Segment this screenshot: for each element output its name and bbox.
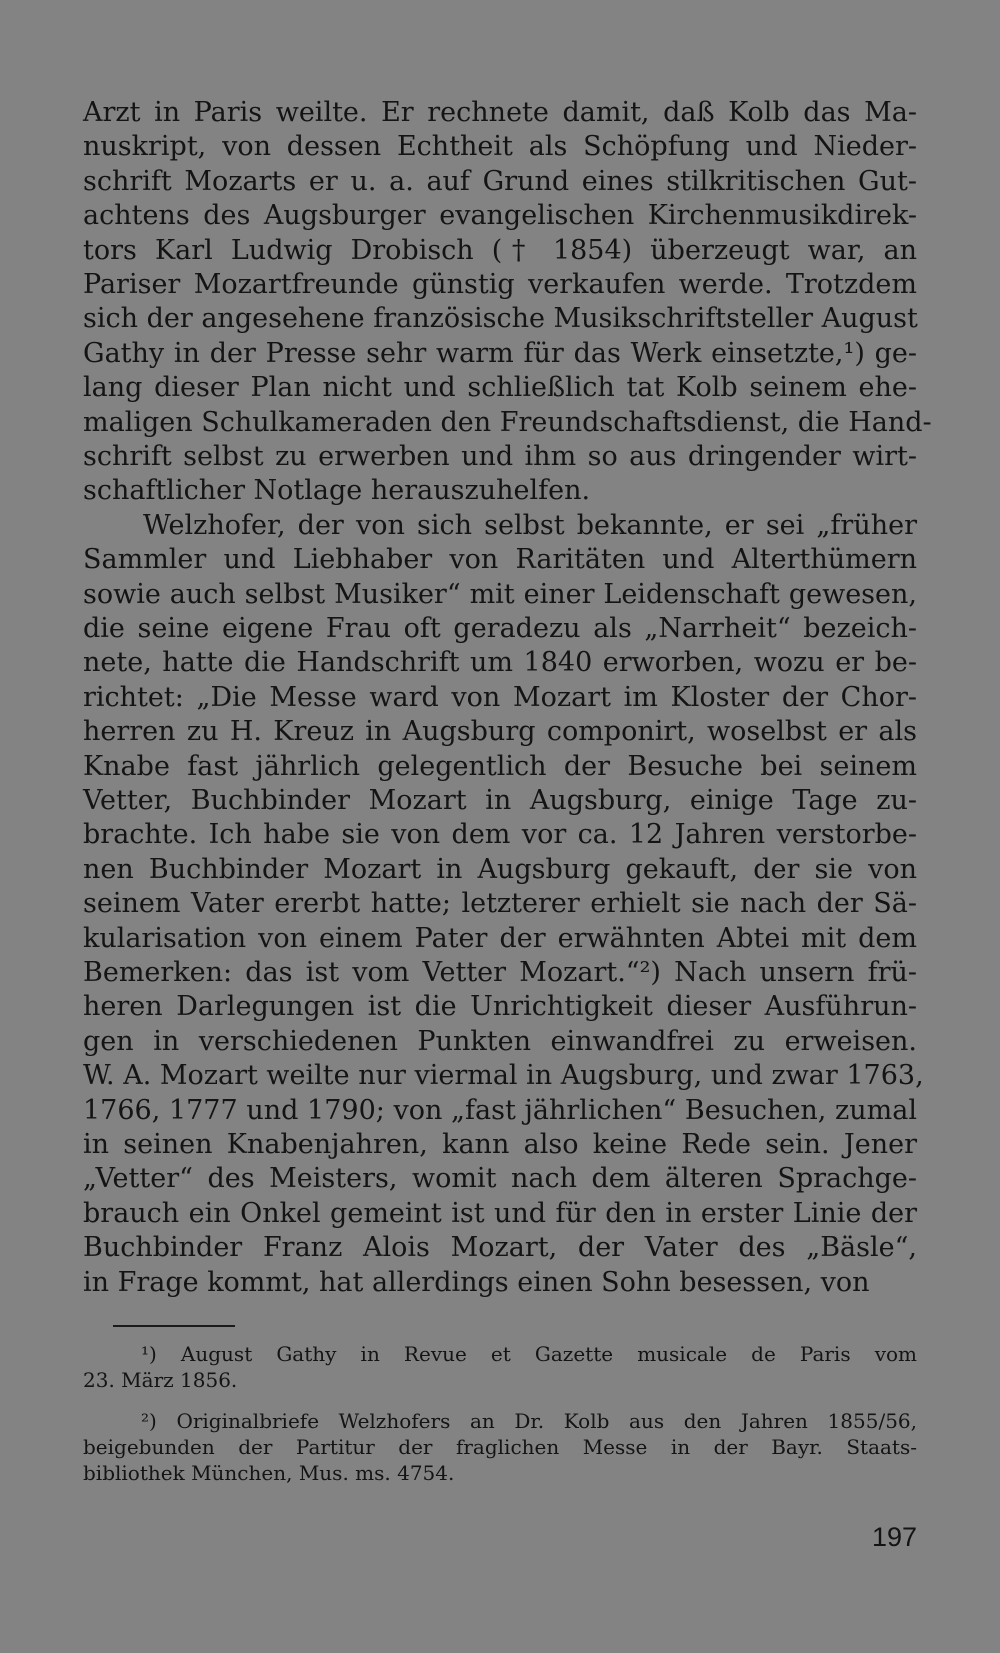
text-line: maligen Schulkameraden den Freundschaftsdienst, die Hand- [83,406,932,438]
footnote-line: ²) Originalbriefe Welzhofers an Dr. Kolb aus den Jahren 1855/56, [141,1409,917,1433]
text-line: brachte. Ich habe sie von dem vor ca. 12 Jahren verstorbe- [83,819,917,851]
text-line: achtens des Augsburger evangelischen Kirchenmusikdirek- [83,200,917,232]
text-line: in seinen Knabenjahren, kann also keine Rede sein. Jener [83,1129,917,1160]
text-line: brauch ein Onkel gemeint ist und für den in erster Linie der [83,1197,917,1229]
footnote-line: ¹) August Gathy in Revue et Gazette musicale de Paris vom [141,1342,917,1366]
text-line: Sammler und Liebhaber von Raritäten und Alterthümern [83,544,917,576]
footnote-line: beigebunden der Partitur der fraglichen Messe in der Bayr. Staats- [83,1435,917,1459]
footnote-separator [113,1325,235,1327]
text-line: schaftlicher Notlage herauszuhelfen. [83,475,591,507]
text-line: in Frage kommt, hat allerdings einen Sohn besessen, von [83,1266,870,1298]
text-line: lang dieser Plan nicht und schließlich tat Kolb seinem ehe- [83,372,917,404]
text-line: Gathy in der Presse sehr warm für das Werk einsetzte,¹) ge- [83,337,917,369]
text-line: seinem Vater ererbt hatte; letzterer erhielt sie nach der Sä- [83,888,917,920]
text-line: gen in verschiedenen Punkten einwandfrei zu erweisen. [83,1025,917,1057]
text-line: sich der angesehene französische Musikschriftsteller August [83,303,918,335]
footnote-line: bibliothek München, Mus. ms. 4754. [83,1461,455,1485]
text-line: Buchbinder Franz Alois Mozart, der Vater des „Bäsle“, [83,1232,917,1264]
text-line: Bemerken: das ist vom Vetter Mozart.“²) Nach unsern frü- [83,957,917,988]
text-line: die seine eigene Frau oft geradezu als „Narrheit“ bezeich- [83,613,917,644]
page-number: 197 [871,1522,917,1552]
text-line: W. A. Mozart weilte nur viermal in Augsburg, und zwar 1763, [83,1060,924,1092]
text-line: heren Darlegungen ist die Unrichtigkeit dieser Ausführun- [83,991,917,1023]
text-line: „Vetter“ des Meisters, womit nach dem älteren Sprachge- [83,1163,917,1195]
footnote-line: 23. März 1856. [83,1368,238,1392]
book-page [83,0,932,1653]
text-line: kularisation von einem Pater der erwähnten Abtei mit dem [83,922,917,954]
text-line: schrift selbst zu erwerben und ihm so aus dringender wirt- [83,441,917,472]
text-line: herren zu H. Kreuz in Augsburg componirt, woselbst er als [83,716,917,748]
text-line: Arzt in Paris weilte. Er rechnete damit, daß Kolb das Ma- [83,97,917,128]
text-line: richtet: „Die Messe ward von Mozart im Kloster der Chor- [83,681,917,713]
text-line: schrift Mozarts er u. a. auf Grund eines stilkritischen Gut- [83,165,917,197]
text-line: Pariser Mozartfreunde günstig verkaufen werde. Trotzdem [83,269,917,300]
text-line: tors Karl Ludwig Drobisch († 1854) überzeugt war, an [83,234,917,266]
text-line: Vetter, Buchbinder Mozart in Augsburg, einige Tage zu- [83,785,917,816]
text-line: nuskript, von dessen Echtheit als Schöpfung und Nieder- [83,131,917,163]
text-line: Knabe fast jährlich gelegentlich der Besuche bei seinem [83,750,917,782]
text-line: 1766, 1777 und 1790; von „fast jährlichen“ Besuchen, zumal [83,1094,917,1126]
text-line: nen Buchbinder Mozart in Augsburg gekauft, der sie von [83,853,917,885]
text-line: nete, hatte die Handschrift um 1840 erworben, wozu er be- [83,647,917,679]
text-line: sowie auch selbst Musiker“ mit einer Leidenschaft gewesen, [83,578,917,610]
text-line: Welzhofer, der von sich selbst bekannte, er sei „früher [143,509,917,541]
